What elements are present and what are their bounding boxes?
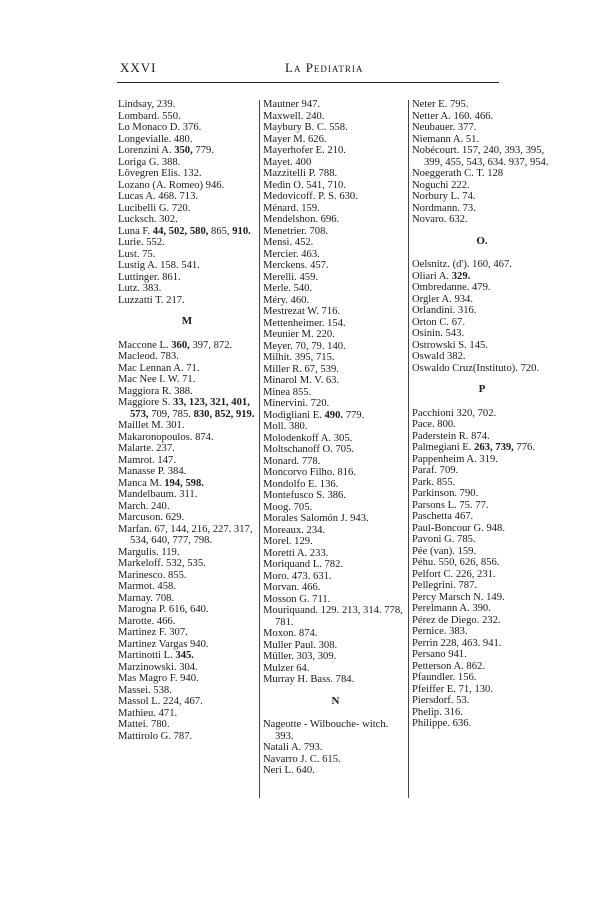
index-entry: Norbury L. 74.	[412, 191, 476, 202]
index-entry: Mamrot. 147.	[118, 454, 176, 466]
index-entry: Mercier. 463.	[263, 248, 320, 260]
index-entry: Massol L. 224, 467.	[118, 696, 203, 707]
index-entry: Margulis. 119.	[118, 546, 180, 558]
index-entry: Manasse P. 384.	[118, 466, 187, 477]
index-entry: Maillet M. 301.	[118, 420, 185, 431]
index-entry: Marinesco. 855.	[118, 569, 187, 581]
index-entry: Mendelshon. 696.	[263, 214, 340, 225]
index-entry: Murray H. Bass. 784.	[263, 674, 355, 685]
index-entry: Lövegren Elis. 132.	[118, 168, 202, 179]
index-entry: Minarol M. V. 63.	[263, 375, 340, 386]
index-entry: Piersdorf. 53.	[412, 695, 470, 706]
index-entry: Pérez de Diego. 232.	[412, 614, 501, 626]
index-entry: Minea 855.	[263, 386, 312, 398]
index-column-3	[412, 99, 552, 730]
index-entry: Menetrier. 708.	[263, 225, 329, 237]
index-entry: Mulzer 64.	[263, 662, 310, 674]
index-entry: March. 240.	[118, 500, 170, 512]
column-divider	[259, 100, 260, 798]
index-entry: Neter E. 795.	[412, 99, 469, 110]
index-entry: Meunier M. 220.	[263, 329, 335, 340]
index-entry: Palmegiani E. 263, 739, 776.	[412, 442, 535, 453]
index-entry: Paul-Boncour G. 948.	[412, 522, 505, 534]
index-entry: Modigliani E. 490. 779.	[263, 409, 365, 421]
index-entry: Natali A. 793.	[263, 742, 323, 753]
index-entry: Marcuson. 629.	[118, 512, 185, 523]
index-entry: Lozano (A. Romeo) 946.	[118, 179, 225, 191]
index-entry: Mattirolo G. 787.	[118, 730, 193, 742]
index-entry: Pernice. 383.	[412, 626, 468, 637]
section-letter: M	[181, 315, 193, 327]
index-entry: Mondolfo E. 136.	[263, 478, 339, 490]
index-entry: Mac Nee I. W. 71.	[118, 374, 196, 385]
index-entry: Oswald 382.	[412, 351, 466, 362]
index-entry: Pavoni G. 785.	[412, 534, 476, 545]
index-entry: Lutz. 383.	[118, 283, 162, 294]
index-entry: Meyer. 70, 79. 140.	[263, 340, 346, 352]
index-entry: Perelmann A. 390.	[412, 603, 491, 614]
index-entry: Perrin 228, 463. 941.	[412, 637, 502, 649]
index-entry: Orton C. 67.	[412, 316, 465, 328]
index-entry: Paschetta 467.	[412, 511, 474, 522]
index-entry: Marnay. 708.	[118, 592, 175, 604]
index-entry: Ménard. 159.	[263, 202, 320, 214]
index-entry: Phelip. 316.	[412, 706, 463, 718]
index-entry: Montefusco S. 386.	[263, 490, 346, 501]
index-entry: Müller. 303, 309.	[263, 651, 337, 662]
index-entry: Mosson G. 711.	[263, 593, 331, 605]
index-entry: Martinotti L. 345.	[118, 650, 194, 661]
index-entry: Orlandini. 316.	[412, 305, 477, 316]
index-entry: Martinez F. 307.	[118, 627, 188, 638]
page-number: XXVI	[120, 60, 157, 75]
index-entry: Novaro. 632.	[412, 214, 468, 225]
index-entry: Niemann A. 51.	[412, 133, 480, 145]
index-entry: Paraf. 709.	[412, 465, 459, 476]
index-entry: Mouriquand. 129. 213, 314. 778, 781.	[263, 605, 403, 628]
index-entry: Mettenheimer. 154.	[263, 317, 346, 329]
index-entry: Park. 855.	[412, 476, 456, 488]
index-entry: Lo Monaco D. 376.	[118, 122, 202, 133]
index-entry: Pace. 800.	[412, 419, 456, 430]
index-entry: Netter A. 160. 466.	[412, 110, 494, 122]
index-entry: Morvan. 466.	[263, 582, 321, 593]
index-entry: Moll. 380.	[263, 421, 308, 432]
index-entry: Mazzitelli P. 788.	[263, 168, 338, 179]
index-entry: Mattei. 780.	[118, 719, 170, 730]
index-entry: Marzinowski. 304.	[118, 661, 198, 673]
index-entry: Moro. 473. 631.	[263, 570, 332, 582]
index-entry: Persano 941.	[412, 649, 467, 660]
index-entry: Mayerhofer E. 210.	[263, 145, 346, 156]
index-entry: Noeggerath C. T. 128	[412, 168, 504, 179]
index-entry: Moxon. 874.	[263, 628, 318, 639]
index-entry: Pfaundler. 156.	[412, 672, 477, 683]
index-entry: Mac Lennan A. 71.	[118, 362, 200, 374]
index-entry: Maybury B. C. 558.	[263, 122, 348, 133]
index-entry: Maccone L. 360, 397, 872.	[118, 339, 233, 351]
index-entry: Merelli. 459.	[263, 271, 319, 283]
column-divider	[408, 100, 409, 798]
index-entry: Lorenzini A. 350, 779.	[118, 145, 214, 156]
index-entry: Oswaldo Cruz(Instituto). 720.	[412, 362, 540, 374]
index-entry: Morales Salomón J. 943.	[263, 513, 369, 524]
index-entry: Osinin. 543.	[412, 328, 465, 339]
index-entry: Oelsnitz. (d'). 160, 467.	[412, 259, 512, 270]
index-entry: Moncorvo Filho. 816.	[263, 467, 356, 478]
index-entry: Luttinger. 861.	[118, 271, 181, 283]
section-letter: P	[478, 383, 486, 395]
index-entry: Lucibelli G. 720.	[118, 202, 191, 214]
index-entry: Noguchi 222.	[412, 179, 470, 191]
index-entry: Marmot. 458.	[118, 581, 176, 592]
index-entry: Ostrowski S. 145.	[412, 339, 488, 351]
index-entry: Loriga G. 388.	[118, 156, 181, 168]
index-entry: Lindsay, 239.	[118, 99, 176, 110]
running-title: La Pediatria	[285, 60, 364, 75]
index-entry: Moog. 705.	[263, 501, 313, 513]
index-entry: Nobécourt. 157, 240, 393, 395, 399, 455, 543, 634. 937, 954.	[412, 145, 549, 168]
index-entry: Moreaux. 234.	[263, 524, 326, 536]
section-letter: O.	[476, 234, 488, 247]
index-entry: Mestrezat W. 716.	[263, 306, 341, 317]
index-entry: Molodenkoff A. 305.	[263, 432, 353, 444]
index-entry: Merle. 540.	[263, 283, 313, 294]
index-entry: Macleod. 783.	[118, 351, 179, 362]
page-header	[0, 60, 614, 82]
index-entry: Moriquand L. 782.	[263, 559, 344, 570]
index-entry: Nordmann. 73.	[412, 202, 476, 214]
index-entry: Mayet. 400	[263, 156, 312, 168]
index-entry: Philippe. 636.	[412, 718, 472, 729]
index-entry: Petterson A. 862.	[412, 660, 485, 672]
index-entry: Manca M. 194, 598.	[118, 477, 204, 489]
index-entry: Oliari A. 329.	[412, 270, 471, 282]
index-entry: Luzzatti T. 217.	[118, 294, 185, 306]
index-entry: Mautner 947.	[263, 99, 321, 110]
index-entry: Nageotte - Wilbouche- witch. 393.	[263, 719, 389, 742]
index-entry: Marfan. 67, 144, 216, 227. 317, 534, 640, 777, 798.	[118, 523, 253, 546]
index-entry: Muller Paul. 308.	[263, 639, 338, 651]
index-entry: Moltschanoff O. 705.	[263, 444, 355, 455]
index-entry: Longevialle. 480.	[118, 133, 193, 145]
index-entry: Neubauer. 377.	[412, 122, 477, 133]
index-entry: Parsons L. 75. 77.	[412, 499, 489, 511]
index-entry: Lustig A. 158. 541.	[118, 260, 200, 271]
index-entry: Neri L. 640.	[263, 765, 315, 776]
index-entry: Malarte. 237.	[118, 443, 175, 454]
index-entry: Mayer M. 626.	[263, 133, 327, 145]
index-entry: Lucas A. 468. 713.	[118, 191, 199, 202]
index-entry: Navarro J. C. 615.	[263, 753, 341, 765]
header-rule	[117, 82, 499, 83]
index-entry: Pée (van). 159.	[412, 545, 477, 557]
index-entry: Lurie. 552.	[118, 237, 165, 248]
index-entry: Pappenheim A. 319.	[412, 453, 498, 465]
index-column-2	[263, 99, 408, 777]
index-entry: Percy Marsch N. 149.	[412, 591, 505, 603]
index-entry: Markeloff. 532, 535.	[118, 558, 206, 569]
index-entry: Moretti A. 233.	[263, 547, 329, 559]
index-entry: Lucksch. 302.	[118, 214, 178, 225]
index-entry: Milhit. 395, 715.	[263, 352, 335, 363]
index-entry: Péhu. 550, 626, 856.	[412, 557, 500, 568]
index-entry: Paderstein R. 874.	[412, 430, 490, 442]
index-entry: Pelfort C. 226, 231.	[412, 568, 496, 580]
index-entry: Marogna P. 616, 640.	[118, 604, 209, 615]
index-column-1	[118, 99, 256, 742]
index-entry: Mensi. 452.	[263, 237, 314, 248]
index-entry: Parkinson. 790.	[412, 488, 479, 499]
index-entry: Pfeiffer E. 71, 130.	[412, 683, 494, 695]
index-entry: Massei. 538.	[118, 684, 172, 696]
index-entry: Lombard. 550.	[118, 110, 181, 122]
index-entry: Martinez Vargas 940.	[118, 638, 209, 650]
index-entry: Mathieu. 471.	[118, 707, 178, 719]
index-entry: Lust. 75.	[118, 248, 156, 260]
index-entry: Miller R. 67, 539.	[263, 363, 339, 375]
index-entry: Ombredanne. 479.	[412, 282, 491, 293]
index-entry: Orgler A. 934.	[412, 293, 474, 305]
index-entry: Makaronopoulos. 874.	[118, 431, 214, 443]
section-letter: N	[331, 694, 340, 707]
index-entry: Maxwell. 240.	[263, 110, 325, 122]
index-entry: Mandelbaum. 311.	[118, 489, 198, 500]
index-entry: Minervini. 720.	[263, 398, 330, 409]
index-entry: Monard. 778.	[263, 455, 321, 467]
index-entry: Méry. 460.	[263, 294, 310, 306]
index-entry: Medovicoff. P. S. 630.	[263, 191, 358, 202]
index-entry: Marotte. 466.	[118, 615, 176, 627]
index-entry: Pacchioni 320, 702.	[412, 407, 497, 419]
index-entry: Pellegrini. 787.	[412, 580, 478, 591]
index-entry: Mas Magro F. 940.	[118, 673, 199, 684]
index-entry: Medin O. 541, 710.	[263, 179, 346, 191]
index-entry: Maggiora R. 388.	[118, 385, 193, 397]
index-entry: Luna F. 44, 502, 580, 865, 910.	[118, 225, 251, 237]
index-entry: Merckens. 457.	[263, 260, 329, 271]
index-entry: Morel. 129.	[263, 536, 313, 547]
index-entry: Maggiore S. 33, 123, 321, 401, 573, 709, 785. 830, 852, 919.	[118, 397, 255, 420]
